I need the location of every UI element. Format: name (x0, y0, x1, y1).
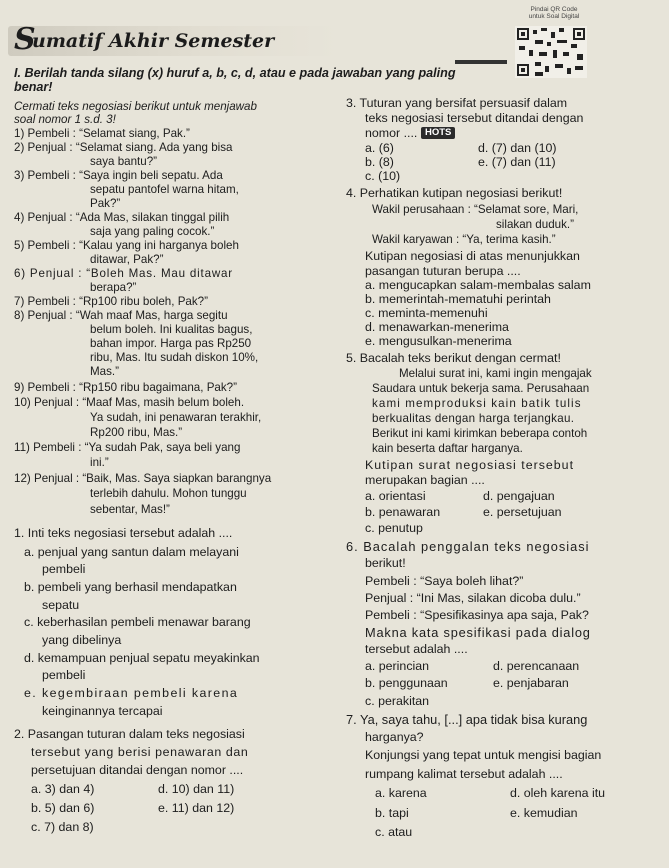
dialog-line: 6) Penjual : “Boleh Mas. Mau ditawar (14, 267, 233, 280)
q4-quote-line: Wakil perusahaan : “Selamat sore, Mari, (372, 203, 579, 216)
q2-option-c[interactable]: c. 7) dan 8) (31, 820, 94, 834)
q5-question-line: Kutipan surat negosiasi tersebut (365, 458, 575, 472)
dialog-line: ini.” (90, 456, 109, 469)
q1-option-cont: pembeli (42, 562, 86, 576)
qr-code-icon (515, 26, 587, 78)
q5-option-e[interactable]: e. persetujuan (483, 505, 562, 519)
dialog-line: 4) Penjual : “Ada Mas, silakan tinggal pilih (14, 211, 230, 224)
q7-option-a[interactable]: a. karena (375, 786, 427, 800)
dialog-line: berapa?” (90, 281, 137, 294)
qr-label: Pindai QR Code untuk Soal Digital (528, 6, 580, 20)
q1-option-cont: yang dibelinya (42, 633, 122, 647)
q5-question-line: merupakan bagian .... (365, 473, 485, 487)
q6-option-b[interactable]: b. penggunaan (365, 676, 448, 690)
question-6-stem: berikut! (365, 556, 406, 570)
question-1-stem: 1. Inti teks negosiasi tersebut adalah .... (14, 526, 233, 540)
q7-option-c[interactable]: c. atau (375, 825, 413, 839)
dialog-line: ribu, Mas. Itu sudah diskon 10%, (90, 351, 259, 364)
q6-dialog-line: Pembeli : “Spesifikasinya apa saja, Pak? (365, 608, 589, 622)
dialog-line: bahan impor. Harga pas Rp250 (90, 337, 252, 350)
dialog-line: saya bantu?” (90, 155, 158, 168)
q4-quote-line: silakan duduk.” (496, 218, 574, 231)
dialog-line: 9) Pembeli : “Rp150 ribu bagaimana, Pak?” (14, 381, 237, 394)
q1-option[interactable]: a. penjual yang santun dalam melayani (24, 545, 239, 559)
q1-option[interactable]: d. kemampuan penjual sepatu meyakinkan (24, 651, 260, 665)
dialog-line: 8) Penjual : “Wah maaf Mas, harga segitu (14, 309, 228, 322)
q5-text-line: berkualitas dengan harga terjangkau. (372, 412, 575, 425)
q1-option[interactable]: b. pembeli yang berhasil mendapatkan (24, 580, 237, 594)
dialog-line: 1) Pembeli : “Selamat siang, Pak.” (14, 127, 190, 140)
q4-question-line: Kutipan negosiasi di atas menunjukkan (365, 249, 580, 263)
q6-option-a[interactable]: a. perincian (365, 659, 430, 673)
dialog-line: 12) Penjual : “Baik, Mas. Saya siapkan barangnya (14, 472, 272, 485)
q7-option-b[interactable]: b. tapi (375, 806, 409, 820)
q6-option-e[interactable]: e. penjabaran (493, 676, 569, 690)
dialog-line: Mas.” (90, 365, 119, 378)
q5-option-a[interactable]: a. orientasi (365, 489, 426, 503)
dialog-line: 2) Penjual : “Selamat siang. Ada yang bisa (14, 141, 233, 154)
q1-option-cont: keinginannya tercapai (42, 704, 163, 718)
dialog-line: saja yang paling cocok.” (90, 225, 215, 238)
dialog-line: belum boleh. Ini kualitas bagus, (90, 323, 253, 336)
q2-option-b[interactable]: b. 5) dan 6) (31, 801, 95, 815)
dialog-line: 11) Pembeli : “Ya sudah Pak, saya beli yang (14, 441, 241, 454)
q7-question-line: Konjungsi yang tepat untuk mengisi bagian (365, 748, 602, 762)
dialog-line: sebentar, Mas!” (90, 503, 170, 516)
header-s-letter: S (14, 22, 36, 57)
dialog-line: sepatu pantofel warna hitam, (90, 183, 239, 196)
q1-option-cont: sepatu (42, 598, 80, 612)
question-7-stem: harganya? (365, 730, 424, 744)
q2-option-e[interactable]: e. 11) dan 12) (158, 801, 235, 815)
intro-line: Cermati teks negosiasi berikut untuk menjawab (14, 100, 257, 113)
instruction-line-2: benar! (14, 80, 53, 94)
instruction-line-1: I. Berilah tanda silang (x) huruf a, b, c, d, atau e pada jawaban yang paling (14, 66, 456, 80)
dialog-line: 5) Pembeli : “Kalau yang ini harganya boleh (14, 239, 239, 252)
q4-option[interactable]: e. mengusulkan-menerima (365, 334, 512, 348)
q3-option-a[interactable]: a. (6) (365, 141, 394, 155)
intro-line: soal nomor 1 s.d. 3! (14, 113, 116, 126)
q6-option-d[interactable]: d. perencanaan (493, 659, 580, 673)
question-3-stem: teks negosiasi tersebut ditandai dengan (365, 111, 584, 125)
hots-badge: HOTS (421, 127, 455, 139)
dialog-line: ditawar, Pak?” (90, 253, 164, 266)
page-title: umatif Akhir Semester (32, 30, 275, 52)
q5-text-line: kain beserta daftar harganya. (372, 442, 523, 455)
question-4-stem: 4. Perhatikan kutipan negosiasi berikut! (346, 186, 563, 200)
header-rule (455, 60, 507, 64)
question-2-stem: persetujuan ditandai dengan nomor .... (31, 763, 244, 777)
q5-option-b[interactable]: b. penawaran (365, 505, 441, 519)
q4-quote-line: Wakil karyawan : “Ya, terima kasih.” (372, 233, 556, 246)
dialog-line: Rp200 ribu, Mas.” (90, 426, 183, 439)
q7-option-d[interactable]: d. oleh karena itu (510, 786, 606, 800)
q4-option[interactable]: b. memerintah-mematuhi perintah (365, 292, 551, 306)
question-7-stem: 7. Ya, saya tahu, [...] apa tidak bisa kurang (346, 712, 588, 727)
q5-option-d[interactable]: d. pengajuan (483, 489, 555, 503)
q7-option-e[interactable]: e. kemudian (510, 806, 578, 820)
question-6-stem: 6. Bacalah penggalan teks negosiasi (346, 539, 590, 554)
q1-option[interactable]: e. kegembiraan pembeli karena (24, 686, 239, 700)
q2-option-a[interactable]: a. 3) dan 4) (31, 782, 95, 796)
q5-text-line: Melalui surat ini, kami ingin mengajak (399, 367, 592, 380)
q7-question-line: rumpang kalimat tersebut adalah .... (365, 767, 563, 781)
q6-question-line: tersebut adalah .... (365, 642, 468, 656)
q5-text-line: Saudara untuk bekerja sama. Perusahaan (372, 382, 590, 395)
question-5-stem: 5. Bacalah teks berikut dengan cermat! (346, 351, 561, 365)
q2-option-d[interactable]: d. 10) dan 11) (158, 782, 235, 796)
q5-text-line: kami memproduksi kain batik tulis (372, 397, 582, 410)
q5-text-line: Berikut ini kami kirimkan beberapa contoh (372, 427, 588, 440)
question-2-stem: tersebut yang berisi penawaran dan (31, 745, 249, 759)
dialog-line: Pak?” (90, 197, 121, 210)
dialog-line: 3) Pembeli : “Saya ingin beli sepatu. Ada (14, 169, 223, 182)
q3-option-c[interactable]: c. (10) (365, 169, 401, 183)
q1-option[interactable]: c. keberhasilan pembeli menawar barang (24, 615, 251, 629)
q6-option-c[interactable]: c. perakitan (365, 694, 430, 708)
question-3-stem: nomor .... (365, 126, 418, 140)
q4-option[interactable]: c. meminta-memenuhi (365, 306, 488, 320)
dialog-line: terlebih dahulu. Mohon tunggu (90, 487, 247, 500)
q3-option-e[interactable]: e. (7) dan (11) (478, 155, 556, 169)
dialog-line: Ya sudah, ini penawaran terakhir, (90, 411, 262, 424)
question-2-stem: 2. Pasangan tuturan dalam teks negosiasi (14, 727, 245, 741)
q6-dialog-line: Pembeli : “Saya boleh lihat?” (365, 574, 524, 588)
dialog-line: 7) Pembeli : “Rp100 ribu boleh, Pak?” (14, 295, 208, 308)
q3-option-d[interactable]: d. (7) dan (10) (478, 141, 557, 155)
dialog-line: 10) Penjual : “Maaf Mas, masih belum boleh. (14, 396, 245, 409)
q1-option-cont: pembeli (42, 668, 86, 682)
q4-option[interactable]: a. mengucapkan salam-membalas salam (365, 278, 591, 292)
q5-option-c[interactable]: c. penutup (365, 521, 423, 535)
q3-option-b[interactable]: b. (8) (365, 155, 394, 169)
q6-question-line: Makna kata spesifikasi pada dialog (365, 625, 591, 640)
q4-option[interactable]: d. menawarkan-menerima (365, 320, 509, 334)
q6-dialog-line: Penjual : “Ini Mas, silakan dicoba dulu.” (365, 591, 581, 605)
q4-question-line: pasangan tuturan berupa .... (365, 264, 521, 278)
question-3-stem: 3. Tuturan yang bersifat persuasif dalam (346, 96, 568, 110)
